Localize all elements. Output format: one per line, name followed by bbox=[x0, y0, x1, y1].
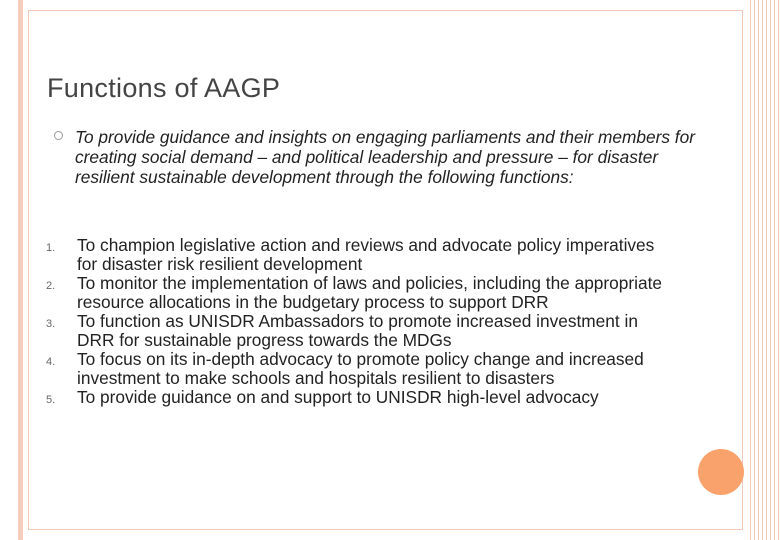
list-item bbox=[0, 312, 677, 350]
list-number: 4. bbox=[46, 356, 56, 368]
list-number: 5. bbox=[46, 394, 56, 406]
list-item-text: To champion legislative action and reviews and advocate policy imperatives for disaster risk resilient development bbox=[77, 235, 655, 274]
list-item-text: To provide guidance on and support to UNISDR high-level advocacy bbox=[77, 387, 599, 407]
slide-title: Functions of AAGP bbox=[47, 73, 281, 103]
list-item-text: To focus on its in-depth advocacy to promote policy change and increased investment to make schools and hospitals resilient to disasters bbox=[77, 349, 644, 388]
list-number: 2. bbox=[46, 280, 56, 292]
list-item bbox=[0, 236, 677, 274]
list-item bbox=[0, 350, 677, 388]
functions-list bbox=[0, 236, 700, 407]
intro-paragraph: To provide guidance and insights on engaging parliaments and their members for creating social demand – and political leadership and pressure – for disaster resilient sustainable development through the following functions: bbox=[75, 127, 695, 187]
list-item-text: To function as UNISDR Ambassadors to promote increased investment in DRR for sustainable progress towards the MDGs bbox=[77, 311, 638, 350]
right-decorative-stripes bbox=[750, 0, 780, 540]
list-number: 1. bbox=[46, 242, 56, 254]
list-item-text: To monitor the implementation of laws and policies, including the appropriate resource allocations in the budgetary process to support DRR bbox=[77, 273, 663, 312]
list-item bbox=[0, 274, 677, 312]
ring-bullet-icon bbox=[54, 131, 63, 140]
list-item bbox=[0, 388, 677, 407]
orange-circle-decoration bbox=[698, 449, 744, 495]
list-number: 3. bbox=[46, 318, 56, 330]
